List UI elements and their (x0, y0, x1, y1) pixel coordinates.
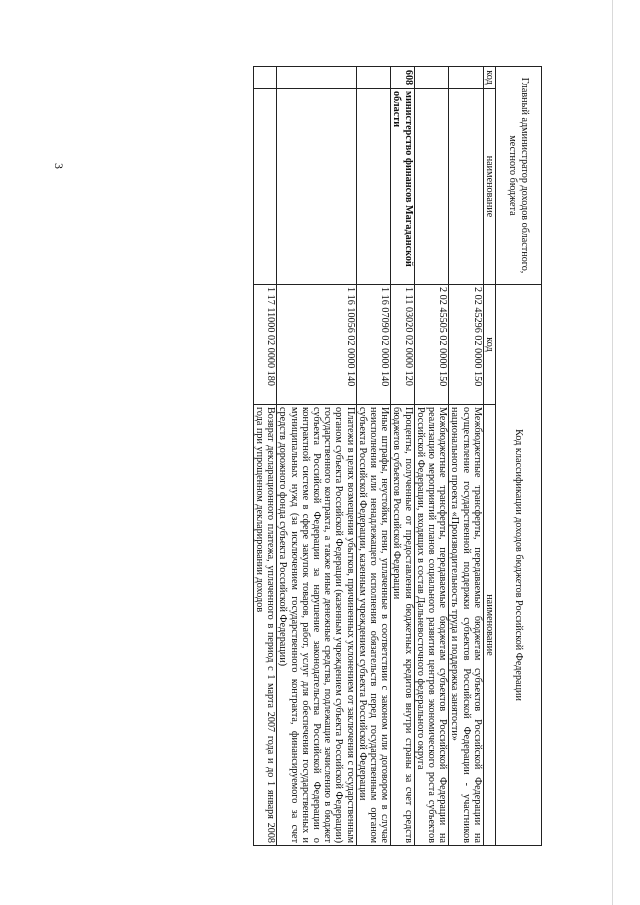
table-row (449, 67, 484, 846)
table-row (391, 67, 414, 846)
kbk-code-cell: 2 02 45296 02 0000 150 (449, 285, 484, 405)
admin-name-cell (356, 89, 391, 285)
description-cell: Проценты, полученные от предоставления бюджетных кредитов внутри страны за счет средств бюджетов субъектов Российской Федерации (391, 405, 414, 846)
header-admin-name: наименование (483, 89, 495, 285)
admin-name-cell (449, 89, 484, 285)
admin-code-cell (414, 67, 449, 89)
admin-code-cell: 608 (391, 67, 414, 89)
header-kbk-name: наименование (483, 405, 495, 846)
rotated-page-content (98, 66, 542, 845)
revenue-classification-table (253, 66, 542, 846)
header-main-admin: Главный администратор доходов областного, местного бюджета (496, 67, 542, 285)
kbk-code-cell: 1 16 07090 02 0000 140 (356, 285, 391, 405)
table-row (356, 67, 391, 846)
admin-name-cell (253, 89, 276, 285)
description-cell: Межбюджетные трансферты, передаваемые бюджетам субъектов Российской Федерации на реализацию мероприятий планов социального развития центров экономического роста субъектов Российской Федерации, входящих в состав Дальневосточного федерального округа (414, 405, 449, 846)
header-row-sub (483, 67, 495, 846)
kbk-code-cell: 1 11 03020 02 0000 120 (391, 285, 414, 405)
description-cell: Возврат декларационного платежа, уплаченного в период с 1 марта 2007 года и до 1 января 2008 года при упрощенном декларировании доходов (253, 405, 276, 846)
kbk-code-cell: 1 17 11000 02 0000 180 (253, 285, 276, 405)
scan-edge-line (612, 0, 613, 905)
table-row (414, 67, 449, 846)
admin-name-cell (414, 89, 449, 285)
admin-code-cell (356, 67, 391, 89)
table-row (253, 67, 276, 846)
header-kbk-code: код (483, 285, 495, 405)
header-admin-code: код (483, 67, 495, 89)
table-row (277, 67, 356, 846)
kbk-code-cell: 1 16 10056 02 0000 140 (277, 285, 356, 405)
description-cell: Иные штрафы, неустойки, пени, уплаченные в соответствии с законом или договором в случае неисполнения или ненадлежащего исполнения обязательств перед государственным органом субъекта Российской Федерации, казенным учреждением субъекта Российской Федерации (356, 405, 391, 846)
admin-code-cell (253, 67, 276, 89)
description-cell: Межбюджетные трансферты, передаваемые бюджетам субъектов Российской Федерации на осуществление государственной поддержки субъектов Российской Федерации - участников национального проекта «Производительность труда и поддержка занятости» (449, 405, 484, 846)
page-number: 3 (52, 163, 66, 169)
description-cell: Платежи в целях возмещения убытков, причиненных уклонением от заключения с государственным органом субъекта Российской Федерации (казенным учреждением субъекта Российской Федерации) государственного контракта, а также иные денежные средства, подлежащие зачислению в бюджет субъекта Российской Федерации за нарушение законодательства Российской Федерации о контрактной системе в сфере закупок товаров, работ, услуг для обеспечения государственных и муниципальных нужд (за исключением государственного контракта, финансируемого за счет средств дорожного фонда субъекта Российской Федерации) (277, 405, 356, 846)
admin-code-cell (449, 67, 484, 89)
admin-code-cell (277, 67, 356, 89)
admin-name-cell (277, 89, 356, 285)
kbk-code-cell: 2 02 45505 02 0000 150 (414, 285, 449, 405)
header-row-top (496, 67, 542, 846)
header-classification: Код классификации доходов бюджетов Российской Федерации (496, 285, 542, 846)
admin-name-cell: министерство финансов Магаданской области (391, 89, 414, 285)
